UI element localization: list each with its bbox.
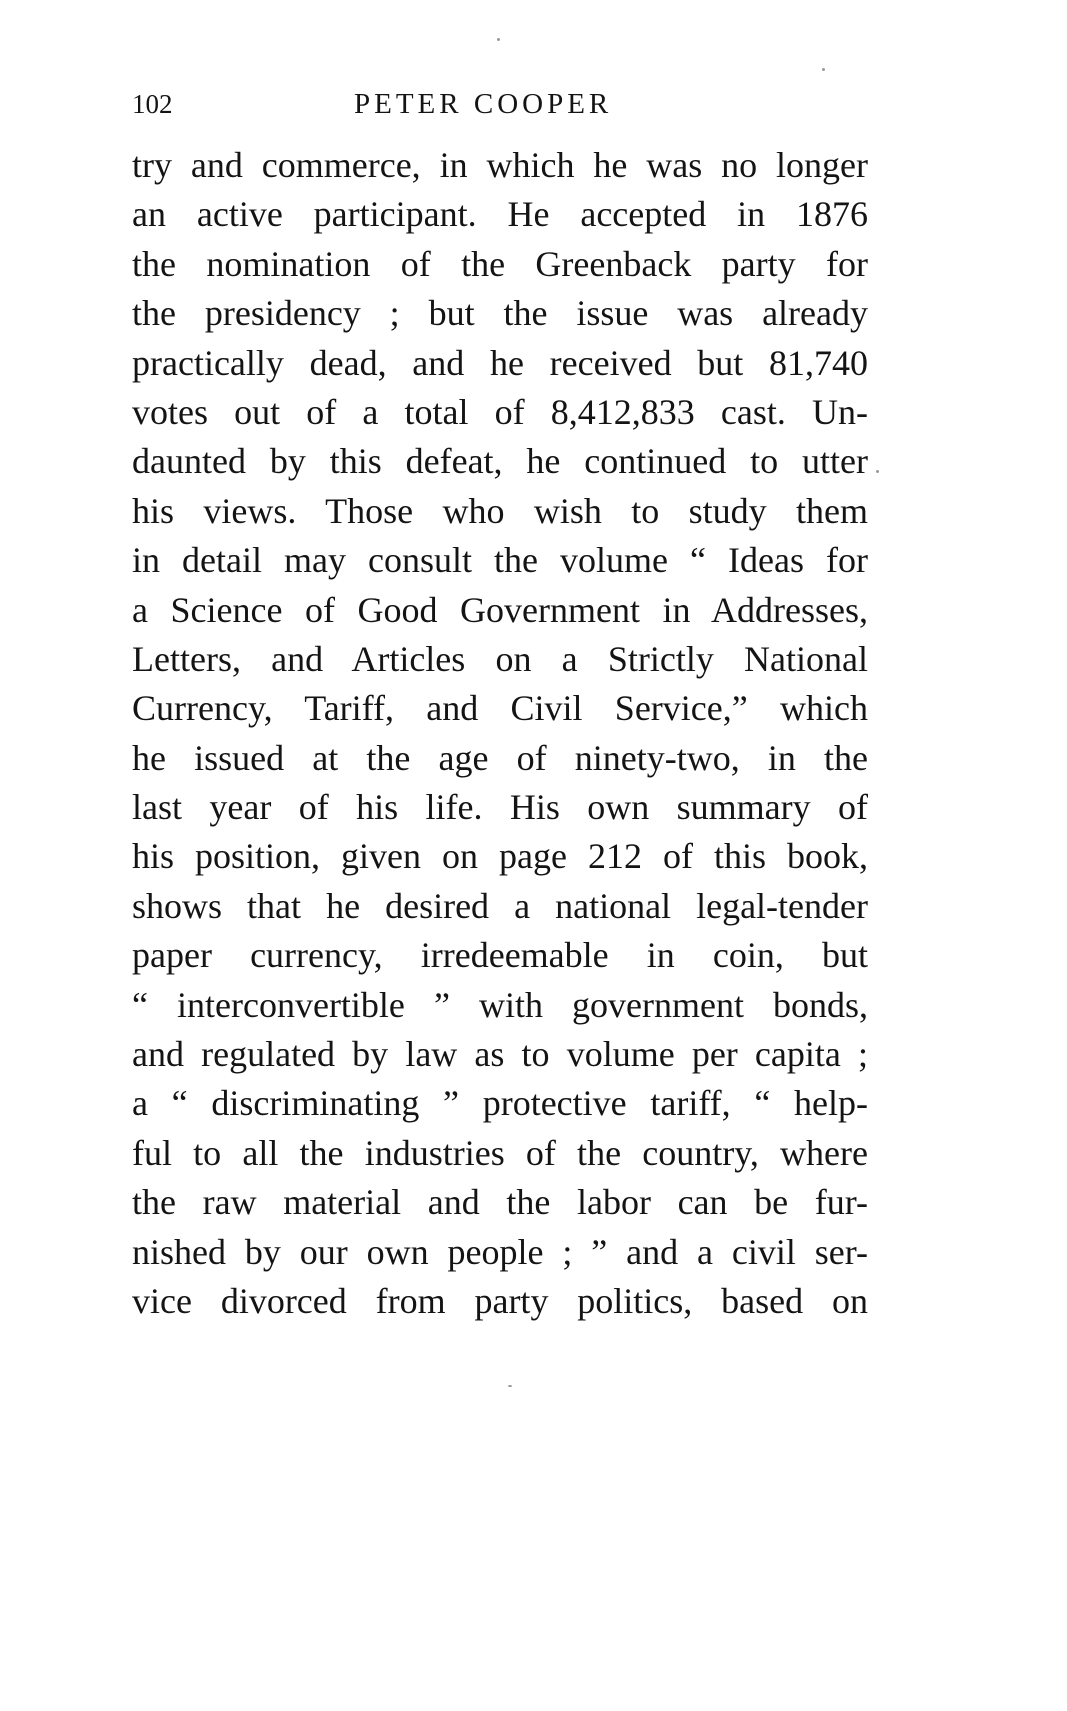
scan-speck bbox=[497, 38, 500, 41]
text-line: the presidency ; but the issue was already bbox=[132, 293, 868, 334]
text-line: practically dead, and he received but 81,740 bbox=[132, 342, 868, 383]
text-line: last year of his life. His own summary of bbox=[132, 787, 868, 828]
text-line: a Science of Good Government in Addresses, bbox=[132, 589, 868, 630]
body-text bbox=[132, 141, 868, 1326]
text-line: paper currency, irredeemable in coin, but bbox=[132, 935, 868, 976]
scan-speck bbox=[822, 68, 825, 71]
text-line: nished by our own people ; ” and a civil ser- bbox=[132, 1231, 868, 1272]
text-line: Currency, Tariff, and Civil Service,” which bbox=[132, 688, 868, 729]
text-line: and regulated by law as to volume per capita ; bbox=[132, 1034, 868, 1075]
text-line: ful to all the industries of the country, where bbox=[132, 1132, 868, 1173]
scan-speck bbox=[508, 1385, 512, 1387]
text-line: the nomination of the Greenback party for bbox=[132, 243, 868, 284]
text-line: the raw material and the labor can be fur- bbox=[132, 1182, 868, 1223]
text-line: in detail may consult the volume “ Ideas for bbox=[132, 540, 868, 581]
running-title: PETER COOPER bbox=[354, 88, 613, 120]
text-line: an active participant. He accepted in 1876 bbox=[132, 194, 868, 235]
text-line: daunted by this defeat, he continued to utter bbox=[132, 441, 868, 482]
text-line: vice divorced from party politics, based on bbox=[132, 1280, 868, 1321]
text-line: Letters, and Articles on a Strictly National bbox=[132, 638, 868, 679]
text-line: he issued at the age of ninety-two, in the bbox=[132, 737, 868, 778]
text-line: shows that he desired a national legal-tender bbox=[132, 885, 868, 926]
text-line: a “ discriminating ” protective tariff, “ help- bbox=[132, 1083, 868, 1124]
scan-speck bbox=[876, 470, 879, 473]
page-header bbox=[132, 88, 868, 128]
page-number: 102 bbox=[132, 89, 173, 119]
text-line: his views. Those who wish to study them bbox=[132, 490, 868, 531]
text-line: votes out of a total of 8,412,833 cast. Un- bbox=[132, 391, 868, 432]
text-line: “ interconvertible ” with government bonds, bbox=[132, 984, 868, 1025]
text-line: his position, given on page 212 of this book, bbox=[132, 836, 868, 877]
text-line: try and commerce, in which he was no longer bbox=[132, 145, 868, 185]
